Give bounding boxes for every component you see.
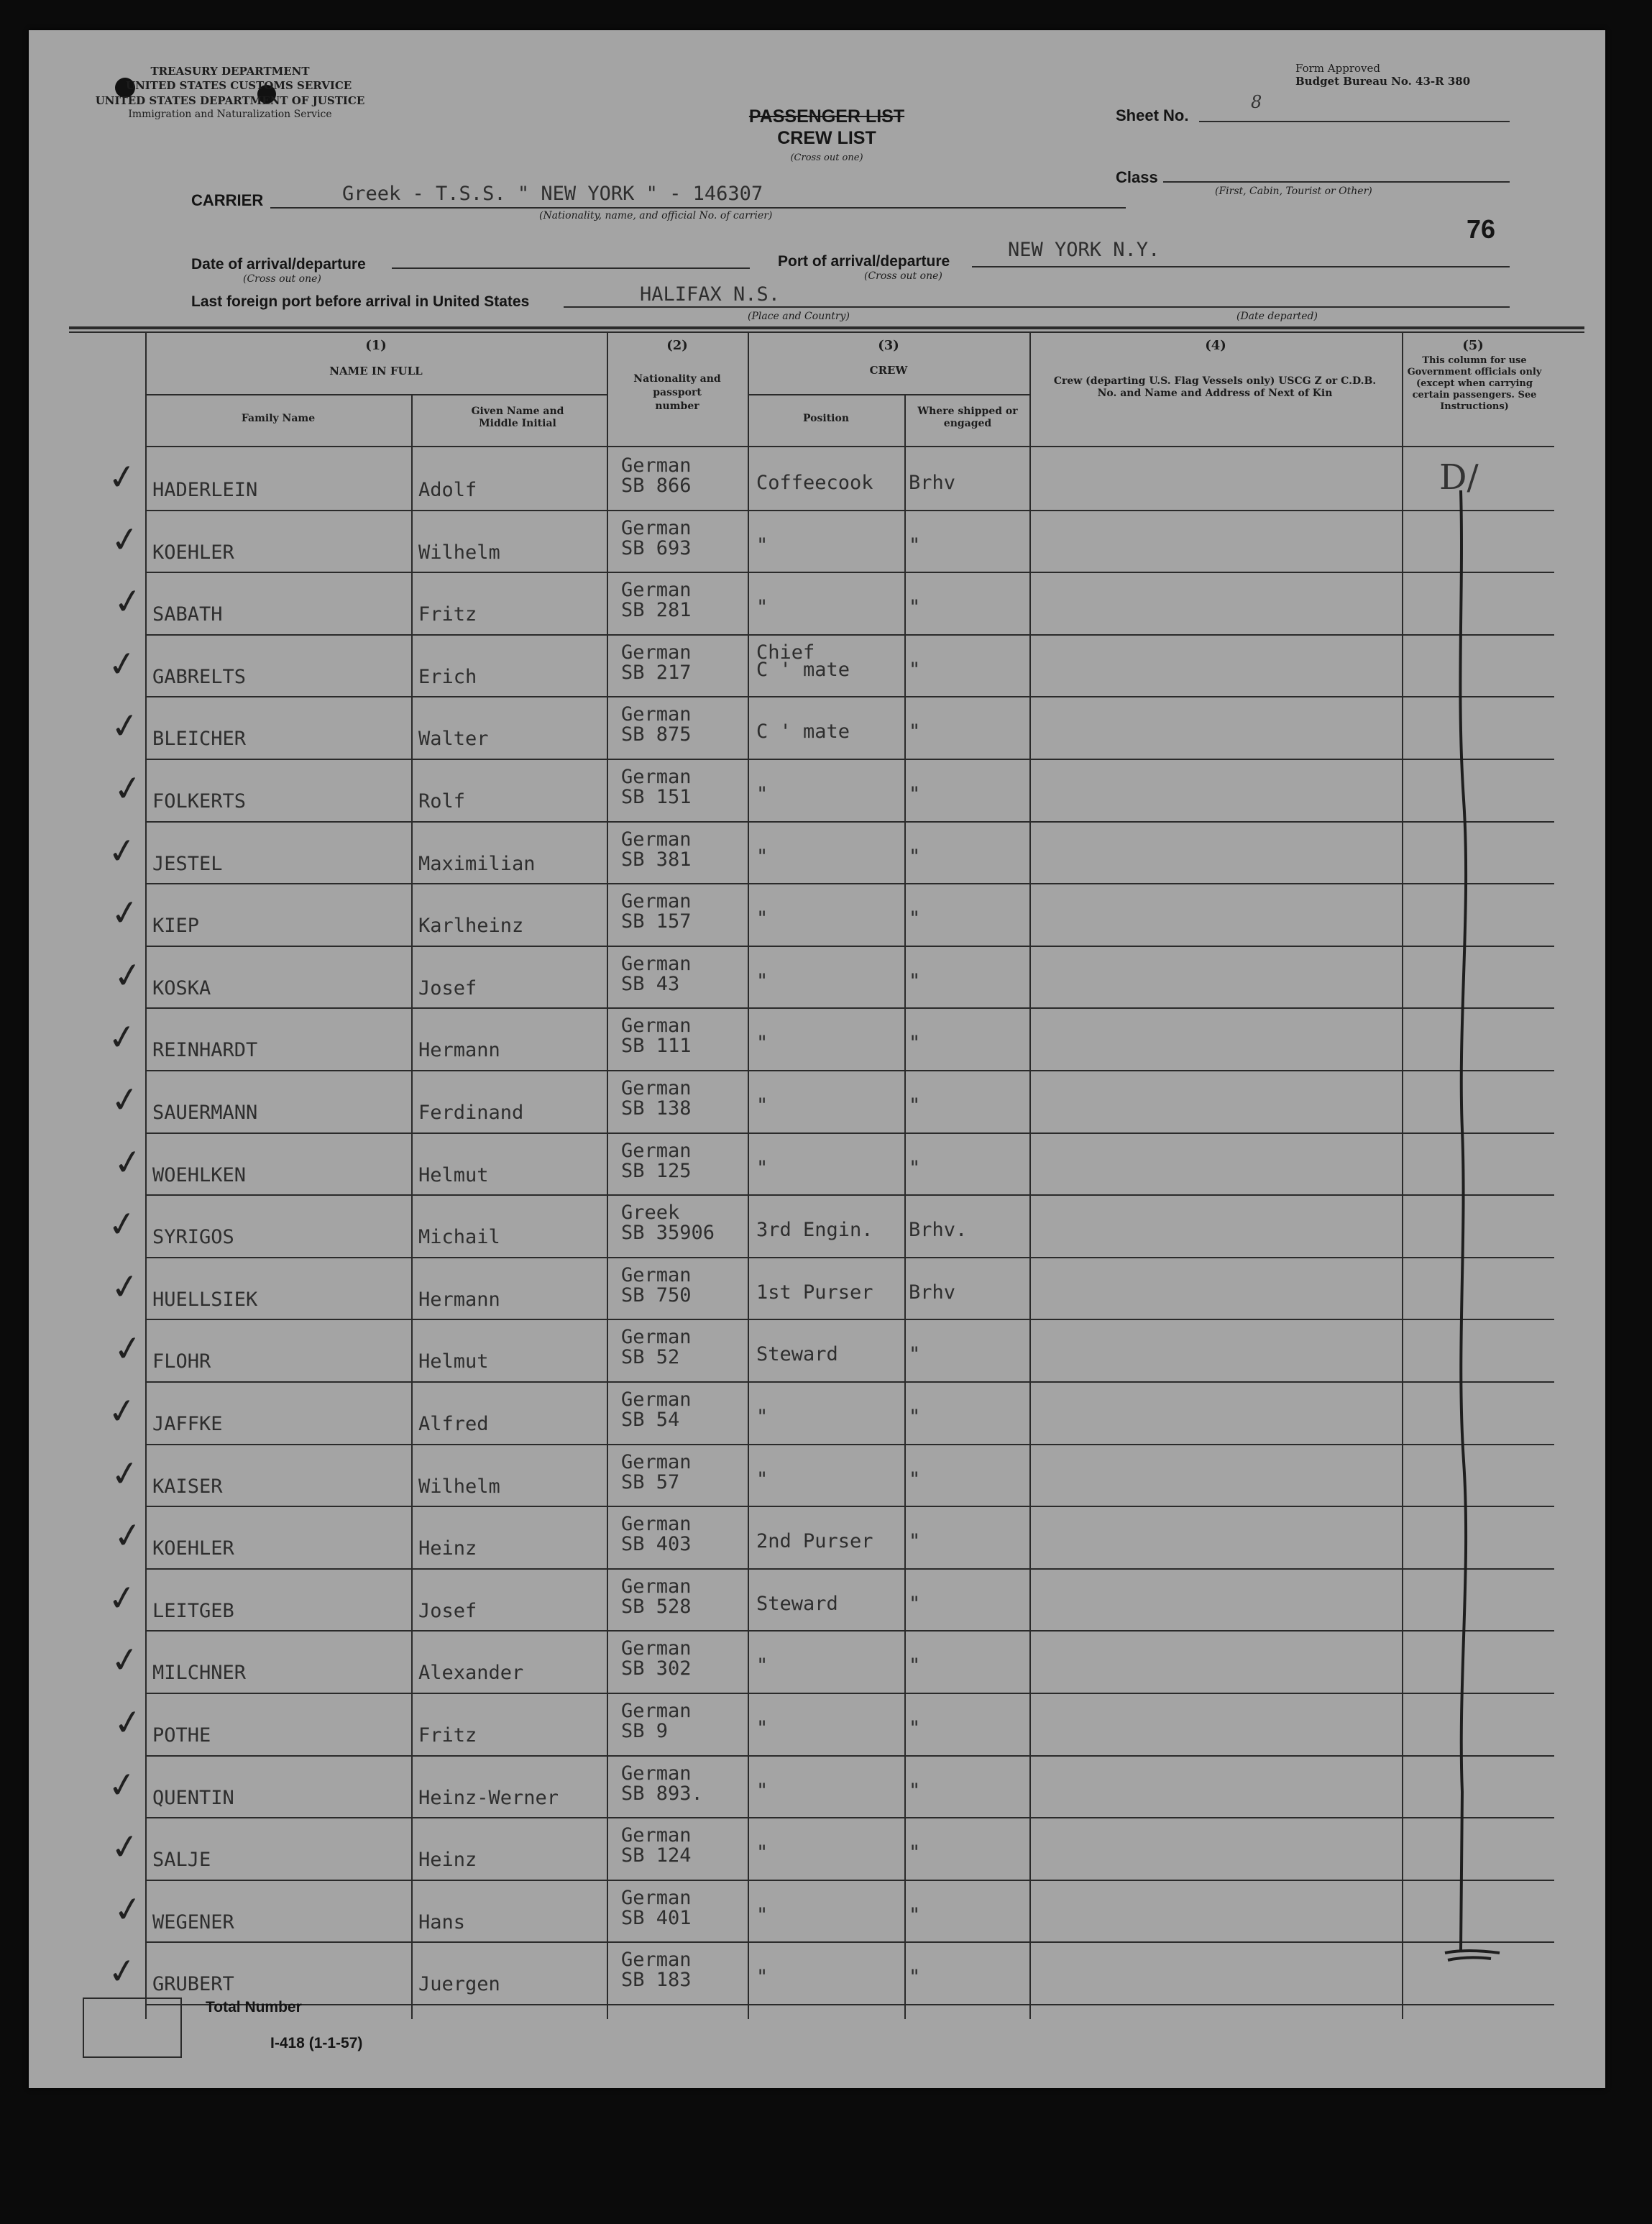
check-mark: ✓ [105,642,139,687]
row-divider [145,1444,1554,1445]
family-name: SAUERMANN [152,1102,258,1124]
nationality: German [621,1388,692,1411]
passport-number: SB 157 [621,910,692,933]
where-shipped: " [909,970,921,992]
passport-number: SB 43 [621,973,680,995]
check-mark: ✓ [111,1887,145,1932]
check-mark: ✓ [108,1265,142,1309]
date-departed-note: (Date departed) [1236,311,1318,322]
family-name: JAFFKE [152,1413,223,1435]
sheet-number: 8 [1251,92,1262,112]
passport-number: SB 875 [621,723,692,746]
col3-title: CREW [869,364,908,377]
family-name: HADERLEIN [152,479,258,501]
given-name: Wilhelm [418,1475,500,1498]
given-name: Josef [418,1600,477,1622]
given-name: Rolf [418,790,466,813]
row-divider [145,1257,1554,1258]
family-name: KIEP [152,915,200,937]
carrier-value: Greek - T.S.S. " NEW YORK " - 146307 [342,183,763,205]
given-name: Maximilian [418,853,536,875]
family-name: LEITGEB [152,1600,234,1622]
given-name: Josef [418,977,477,999]
where-shipped: " [909,1406,921,1428]
passport-number: SB 57 [621,1471,680,1493]
row-divider [145,1817,1554,1818]
where-shipped: " [909,1966,921,1988]
where-shipped: Brhv [909,1281,956,1304]
total-number-box [83,1998,182,2058]
passport-number: SB 54 [621,1409,680,1431]
passenger-list-title: PASSENGER LIST [748,106,905,127]
family-name: KOSKA [152,977,211,999]
col5-title: This column for use Government officials only (except when carrying certain passengers. See Instructions) [1407,355,1542,412]
row-divider [145,1132,1554,1134]
position: 2nd Purser [756,1530,873,1552]
row-divider [145,510,1554,511]
port-note: (Cross out one) [864,270,942,282]
nationality: German [621,1451,692,1473]
row-divider [145,696,1554,697]
col4-title: Crew (departing U.S. Flag Vessels only) USCG Z or C.D.B. No. and Name and Address of Next of Kin [1053,375,1377,399]
position: " [756,1468,768,1491]
carrier-note: (Nationality, name, and official No. of carrier) [539,210,773,221]
given-name: Michail [418,1226,500,1248]
nationality: German [621,1326,692,1348]
position: " [756,534,768,557]
passport-number: SB 52 [621,1346,680,1368]
given-name: Fritz [418,1724,477,1747]
where-shipped: " [909,596,921,618]
nationality: German [621,517,692,539]
manifest-sheet [29,30,1605,2088]
given-name: Hermann [418,1039,500,1061]
col-given-name: Given Name and Middle Initial [471,406,564,429]
where-shipped: " [909,720,921,743]
passport-number: SB 35906 [621,1222,715,1244]
family-name: SYRIGOS [152,1226,234,1248]
nationality: German [621,1949,692,1971]
nationality: German [621,1140,692,1162]
row-divider [145,883,1554,884]
row-divider [145,1319,1554,1320]
passport-number: SB 125 [621,1160,692,1182]
where-shipped: " [909,1655,921,1677]
row-divider [145,759,1554,760]
passport-number: SB 403 [621,1533,692,1555]
nationality: German [621,1015,692,1037]
position: Steward [756,1343,838,1365]
row-divider [145,1506,1554,1507]
check-mark: ✓ [108,891,142,935]
family-name: KOEHLER [152,541,234,564]
nationality: German [621,641,692,664]
row-divider [145,946,1554,947]
passport-number: SB 111 [621,1035,692,1057]
position: " [756,596,768,618]
nationality: German [621,1264,692,1286]
date-note: (Cross out one) [243,273,321,285]
passport-number: SB 866 [621,475,692,497]
col1-title: NAME IN FULL [329,365,423,377]
check-mark: ✓ [111,1140,145,1185]
position: C ' mate [756,720,850,743]
carrier-label: CARRIER [191,191,264,209]
nationality: German [621,1637,692,1660]
sheet-label: Sheet No. [1116,106,1189,124]
page-number: 76 [1467,214,1496,244]
position: 3rd Engin. [756,1219,873,1241]
family-name: GRUBERT [152,1973,234,1995]
row-divider [145,1693,1554,1694]
check-mark: ✓ [108,1638,142,1683]
given-name: Helmut [418,1164,489,1186]
passport-number: SB 693 [621,537,692,559]
family-name: WOEHLKEN [152,1164,247,1186]
port-label: Port of arrival/departure [778,253,950,270]
check-mark: ✓ [108,1078,142,1122]
where-shipped: " [909,1593,921,1615]
nationality: German [621,1575,692,1598]
where-shipped: " [909,534,921,557]
given-name: Ferdinand [418,1102,524,1124]
passport-number: SB 217 [621,662,692,684]
family-name: FLOHR [152,1350,211,1373]
position: " [756,1094,768,1117]
nationality: German [621,828,692,851]
family-name: REINHARDT [152,1039,258,1061]
position: " [756,1717,768,1739]
position: " [756,907,768,930]
row-divider [145,1007,1554,1009]
check-mark: ✓ [105,1949,139,1994]
check-mark: ✓ [111,1514,145,1558]
where-shipped: " [909,659,921,681]
class-note: (First, Cabin, Tourist or Other) [1215,186,1372,197]
check-mark: ✓ [111,1701,145,1745]
where-shipped: " [909,1032,921,1054]
nationality: German [621,953,692,975]
agency-line: UNITED STATES CUSTOMS SERVICE [126,79,352,92]
check-mark: ✓ [105,1015,139,1060]
nationality: German [621,1077,692,1099]
given-name: Alexander [418,1662,524,1684]
date-label: Date of arrival/departure [191,256,366,273]
position: " [756,970,768,992]
nationality: German [621,454,692,477]
row-divider [145,1070,1554,1071]
row-divider [145,1880,1554,1881]
row-divider [145,1568,1554,1570]
family-name: GABRELTS [152,666,247,688]
position: " [756,1841,768,1864]
agency-line: Immigration and Naturalization Service [128,109,332,120]
family-name: QUENTIN [152,1787,234,1809]
family-name: MILCHNER [152,1662,247,1684]
col-where-shipped: Where shipped or engaged [917,406,1018,429]
given-name: Heinz [418,1537,477,1560]
family-name: BLEICHER [152,728,247,750]
class-label: Class [1116,168,1158,186]
agency-line: TREASURY DEPARTMENT [150,65,310,78]
given-name: Hermann [418,1289,500,1311]
where-shipped: Brhv [909,472,956,494]
given-name: Erich [418,666,477,688]
col3-number: (3) [878,338,899,353]
passport-number: SB 9 [621,1720,669,1742]
agency-line: UNITED STATES DEPARTMENT OF JUSTICE [95,94,365,107]
col2-number: (2) [666,338,688,353]
where-shipped: " [909,846,921,868]
row-divider [145,821,1554,823]
given-name: Heinz-Werner [418,1787,559,1809]
where-shipped: " [909,1841,921,1864]
where-shipped: Brhv. [909,1219,968,1241]
port-value: NEW YORK N.Y. [1008,239,1160,261]
check-mark: ✓ [111,580,145,624]
position: " [756,1157,768,1179]
check-mark: ✓ [108,704,142,749]
nationality: German [621,1700,692,1722]
official-use-bracket [1416,462,1531,2000]
check-mark: ✓ [108,1452,142,1496]
row-divider [145,1755,1554,1757]
row-divider [145,1941,1554,1943]
where-shipped: " [909,1157,921,1179]
position: " [756,1966,768,1988]
family-name: FOLKERTS [152,790,247,813]
passport-number: SB 381 [621,848,692,871]
official-use-mark: D/ [1439,457,1479,498]
check-mark: ✓ [105,1763,139,1808]
position: " [756,1904,768,1926]
position: " [756,1032,768,1054]
where-shipped: " [909,783,921,805]
position: " [756,1780,768,1802]
nationality: German [621,703,692,726]
given-name: Helmut [418,1350,489,1373]
given-name: Adolf [418,479,477,501]
where-shipped: " [909,907,921,930]
position: Steward [756,1593,838,1615]
row-divider [145,572,1554,573]
row-divider [145,2004,1554,2005]
where-shipped: " [909,1343,921,1365]
budget-bureau: Budget Bureau No. 43-R 380 [1295,75,1471,88]
check-mark: ✓ [108,518,142,562]
check-mark: ✓ [111,766,145,811]
given-name: Walter [418,728,489,750]
check-mark: ✓ [105,829,139,874]
check-mark: ✓ [111,1327,145,1371]
given-name: Karlheinz [418,915,524,937]
check-mark: ✓ [105,455,139,500]
given-name: Heinz [418,1849,477,1871]
where-shipped: " [909,1780,921,1802]
passport-number: SB 281 [621,599,692,621]
check-mark: ✓ [105,1576,139,1621]
nationality: German [621,1762,692,1785]
family-name: KAISER [152,1475,223,1498]
family-name: POTHE [152,1724,211,1747]
where-shipped: " [909,1468,921,1491]
where-shipped: " [909,1530,921,1552]
position-line1: Chief [756,641,815,664]
col1-number: (1) [365,338,387,353]
nationality: German [621,766,692,788]
position: C ' mate [756,659,850,681]
row-divider [145,634,1554,636]
nationality: German [621,890,692,912]
position: 1st Purser [756,1281,873,1304]
check-mark: ✓ [105,1389,139,1434]
check-mark: ✓ [108,1825,142,1870]
col2-title: Nationality and passport number [633,373,721,412]
position: " [756,783,768,805]
passport-number: SB 750 [621,1284,692,1307]
row-divider [145,1630,1554,1632]
col-position: Position [803,413,849,424]
nationality: German [621,1513,692,1535]
given-name: Wilhelm [418,541,500,564]
cross-out-note: (Cross out one) [790,152,863,163]
family-name: SABATH [152,603,223,626]
given-name: Fritz [418,603,477,626]
position: " [756,846,768,868]
passport-number: SB 138 [621,1097,692,1120]
col5-number: (5) [1462,338,1484,353]
last-port-label: Last foreign port before arrival in United States [191,293,530,310]
passport-number: SB 528 [621,1596,692,1618]
passport-number: SB 151 [621,786,692,808]
nationality: German [621,579,692,601]
passport-number: SB 302 [621,1657,692,1680]
family-name: HUELLSIEK [152,1289,258,1311]
position: Coffeecook [756,472,873,494]
place-note: (Place and Country) [748,311,850,322]
form-number: I-418 (1-1-57) [270,2035,363,2051]
given-name: Hans [418,1911,466,1934]
passport-number: SB 124 [621,1844,692,1867]
where-shipped: " [909,1717,921,1739]
col4-number: (4) [1205,338,1226,353]
check-mark: ✓ [111,953,145,998]
row-divider [145,1194,1554,1196]
passport-number: SB 401 [621,1907,692,1929]
crew-list-title: CREW LIST [777,128,876,148]
where-shipped: " [909,1094,921,1117]
nationality: Greek [621,1202,680,1224]
family-name: SALJE [152,1849,211,1871]
given-name: Juergen [418,1973,500,1995]
last-port-value: HALIFAX N.S. [640,283,781,306]
row-divider [145,1381,1554,1383]
family-name: WEGENER [152,1911,234,1934]
where-shipped: " [909,1904,921,1926]
family-name: KOEHLER [152,1537,234,1560]
position: " [756,1406,768,1428]
total-number-label: Total Number [206,1999,302,2015]
given-name: Alfred [418,1413,489,1435]
passport-number: SB 893. [621,1783,703,1805]
nationality: German [621,1887,692,1909]
family-name: JESTEL [152,853,223,875]
position: " [756,1655,768,1677]
nationality: German [621,1824,692,1847]
check-mark: ✓ [105,1202,139,1247]
col-family-name: Family Name [241,413,316,424]
passport-number: SB 183 [621,1969,692,1991]
form-approved: Form Approved [1295,62,1380,75]
